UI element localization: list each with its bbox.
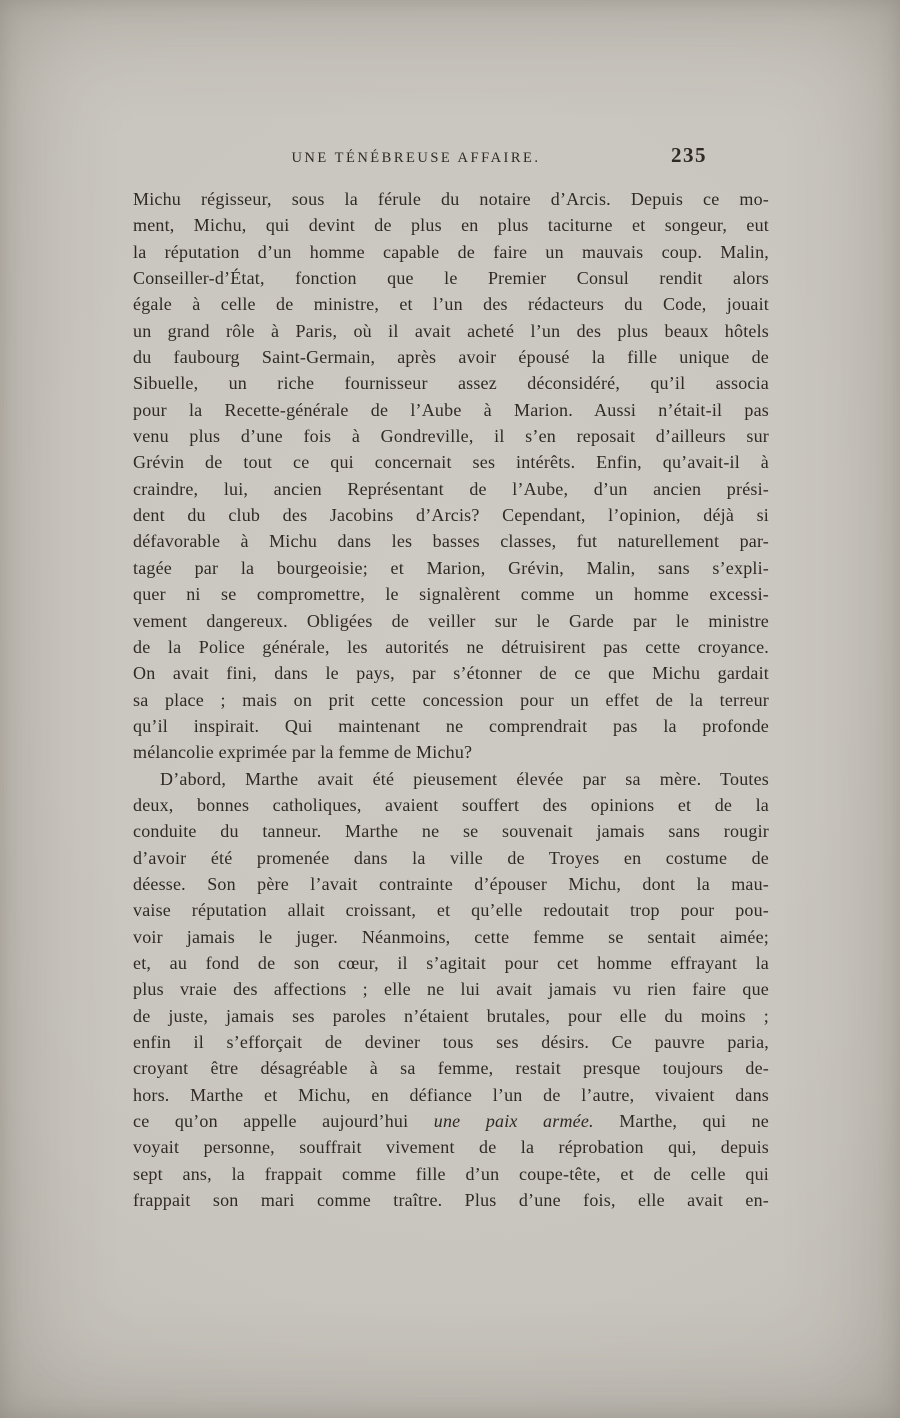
running-head <box>133 143 769 167</box>
text-run: Conseiller-d’État, fonction que le Premier Consul rendit alors <box>133 268 769 289</box>
paragraph <box>133 186 769 766</box>
text-run: plus vraie des affections ; elle ne lui avait jamais vu rien faire que <box>133 979 769 1000</box>
text-run: défavorable à Michu dans les basses classes, fut naturellement par- <box>133 531 769 552</box>
text-line <box>133 660 769 686</box>
text-line <box>133 581 769 607</box>
text-run: frappait son mari comme traître. Plus d’une fois, elle avait en- <box>133 1190 769 1211</box>
text-line <box>133 528 769 554</box>
text-line <box>133 1029 769 1055</box>
text-line <box>133 924 769 950</box>
text-run: deux, bonnes catholiques, avaient souffert des opinions et de la <box>133 794 769 815</box>
text-line <box>133 766 769 792</box>
text-run: déesse. Son père l’avait contrainte d’épouser Michu, dont la mau- <box>133 873 769 894</box>
text-run: vaise réputation allait croissant, et qu’elle redoutait trop pour pou- <box>133 900 769 921</box>
text-block <box>133 186 769 1213</box>
text-line <box>133 344 769 370</box>
text-run: On avait fini, dans le pays, par s’étonner de ce que Michu gardait <box>133 663 769 684</box>
text-run: Marthe, qui ne <box>593 1111 769 1132</box>
text-run: hors. Marthe et Michu, en défiance l’un de l’autre, vivaient dans <box>133 1084 769 1105</box>
text-line <box>133 897 769 923</box>
text-line <box>133 845 769 871</box>
text-line <box>133 1134 769 1160</box>
text-line <box>133 502 769 528</box>
text-run: de la Police générale, les autorités ne détruisirent pas cette croyance. <box>133 636 769 657</box>
text-run: tagée par la bourgeoisie; et Marion, Grévin, Malin, sans s’expli- <box>133 557 769 578</box>
text-run: dent du club des Jacobins d’Arcis? Cependant, l’opinion, déjà si <box>133 505 769 526</box>
text-run: qu’il inspirait. Qui maintenant ne comprendrait pas la profonde <box>133 715 769 736</box>
text-run: sept ans, la frappait comme fille d’un coupe-tête, et de celle qui <box>133 1163 769 1184</box>
text-run: et, au fond de son cœur, il s’agitait pour cet homme effrayant la <box>133 952 769 973</box>
text-line <box>133 265 769 291</box>
text-line <box>133 370 769 396</box>
text-run: un grand rôle à Paris, où il avait acheté l’un des plus beaux hôtels <box>133 320 769 341</box>
text-line <box>133 318 769 344</box>
text-line <box>133 1003 769 1029</box>
text-run: croyant être désagréable à sa femme, restait presque toujours de- <box>133 1058 769 1079</box>
text-run: voir jamais le juger. Néanmoins, cette femme se sentait aimée; <box>133 926 769 947</box>
text-line <box>133 423 769 449</box>
text-run: conduite du tanneur. Marthe ne se souvenait jamais sans rougir <box>133 821 769 842</box>
italic-phrase: une paix armée. <box>433 1111 594 1132</box>
text-line <box>133 687 769 713</box>
text-line <box>133 555 769 581</box>
text-line <box>133 950 769 976</box>
text-run: voyait personne, souffrait vivement de la réprobation qui, depuis <box>133 1137 769 1158</box>
text-run: pour la Recette-générale de l’Aube à Marion. Aussi n’était-il pas <box>133 399 769 420</box>
text-line <box>133 1187 769 1213</box>
text-run: craindre, lui, ancien Représentant de l’Aube, d’un ancien prési- <box>133 478 769 499</box>
text-line <box>133 186 769 212</box>
text-run: Michu régisseur, sous la férule du notaire d’Arcis. Depuis ce mo- <box>133 189 769 209</box>
paragraph <box>133 766 769 1214</box>
text-run: quer ni se compromettre, le signalèrent comme un homme excessi- <box>133 584 769 605</box>
text-run: mélancolie exprimée par la femme de Michu? <box>133 742 473 763</box>
text-line <box>133 212 769 238</box>
page-number: 235 <box>671 143 707 167</box>
text-line <box>133 476 769 502</box>
text-run: d’avoir été promenée dans la ville de Troyes en costume de <box>133 847 769 868</box>
text-run: vement dangereux. Obligées de veiller sur le Garde par le ministre <box>133 610 769 631</box>
text-line <box>133 1055 769 1081</box>
text-run: D’abord, Marthe avait été pieusement élevée par sa mère. Toutes <box>160 768 769 789</box>
text-run: égale à celle de ministre, et l’un des rédacteurs du Code, jouait <box>133 294 769 315</box>
text-run: du faubourg Saint-Germain, après avoir épousé la fille unique de <box>133 347 769 368</box>
text-run: ce qu’on appelle aujourd’hui <box>133 1111 434 1132</box>
text-line <box>133 1082 769 1108</box>
text-line <box>133 739 769 765</box>
text-line <box>133 976 769 1002</box>
text-run: de juste, jamais ses paroles n’étaient brutales, pour elle du moins ; <box>133 1005 769 1026</box>
text-line <box>133 449 769 475</box>
text-run: sa place ; mais on prit cette concession pour un effet de la terreur <box>133 689 769 710</box>
text-line <box>133 792 769 818</box>
text-line <box>133 634 769 660</box>
text-run: enfin il s’efforçait de deviner tous ses désirs. Ce pauvre paria, <box>133 1032 769 1052</box>
text-line <box>133 1108 769 1134</box>
text-line <box>133 291 769 317</box>
text-line <box>133 239 769 265</box>
text-line <box>133 1161 769 1187</box>
text-line <box>133 713 769 739</box>
text-run: ment, Michu, qui devint de plus en plus taciturne et songeur, eut <box>133 215 769 236</box>
text-line <box>133 818 769 844</box>
text-line <box>133 871 769 897</box>
text-line <box>133 397 769 423</box>
running-title: UNE TÉNÉBREUSE AFFAIRE. <box>291 150 541 166</box>
text-run: Grévin de tout ce qui concernait ses intérêts. Enfin, qu’avait-il à <box>133 452 769 473</box>
text-run: Sibuelle, un riche fournisseur assez déconsidéré, qu’il associa <box>133 373 769 394</box>
text-run: la réputation d’un homme capable de faire un mauvais coup. Malin, <box>133 241 769 262</box>
text-line <box>133 608 769 634</box>
text-run: venu plus d’une fois à Gondreville, il s’en reposait d’ailleurs sur <box>133 426 769 447</box>
